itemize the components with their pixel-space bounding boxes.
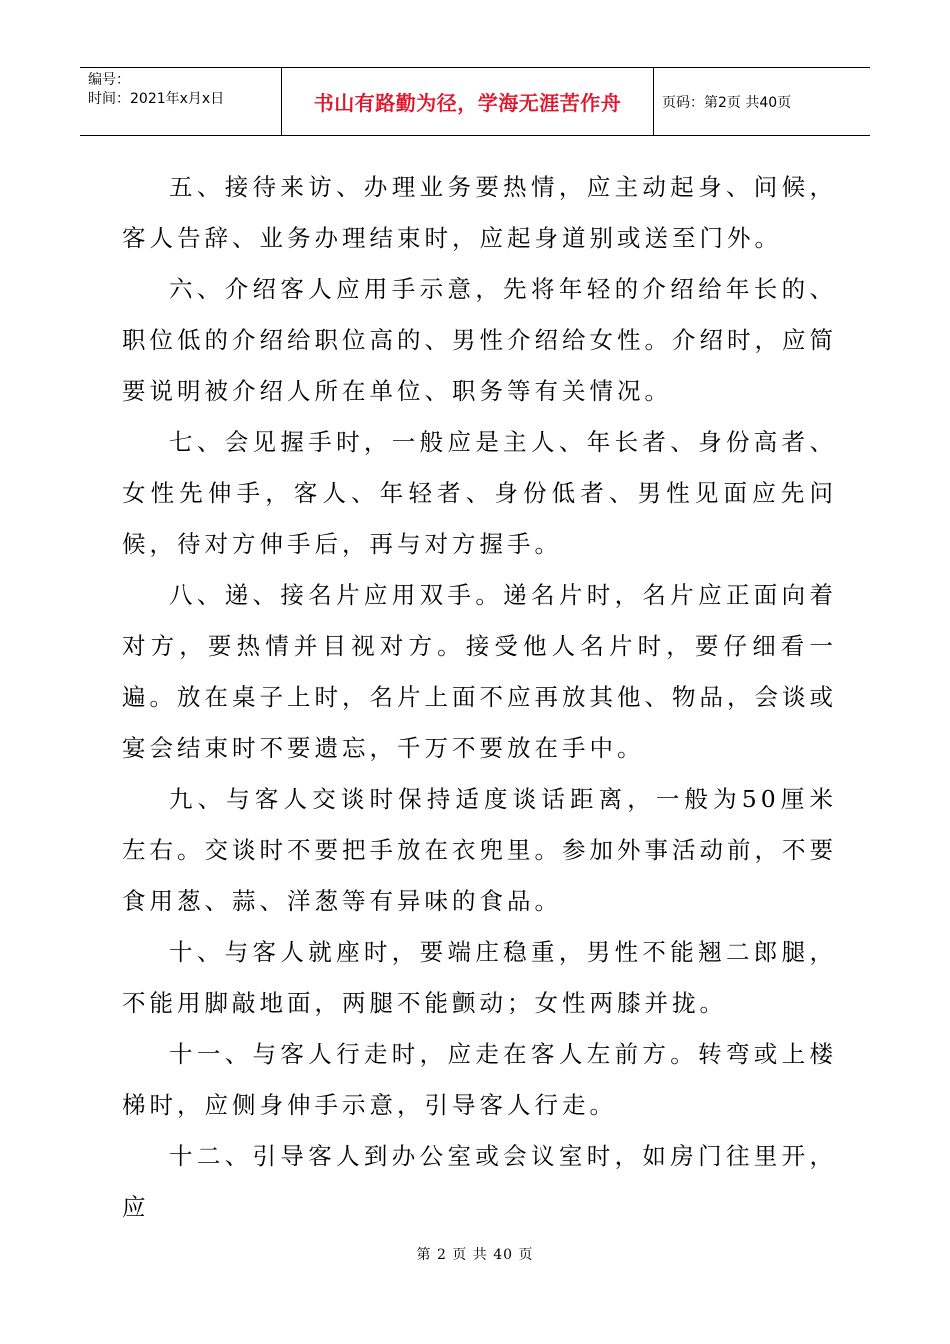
paragraph: 八、递、接名片应用双手。递名片时，名片应正面向着对方，要热情并目视对方。接受他人名片时，要仔细看一遍。放在桌子上时，名片上面不应再放其他、物品，会谈或宴会结束时不要遗忘，千万不要放在手中。 xyxy=(122,581,837,762)
header-motto: 书山有路勤为径，学海无涯苦作舟 xyxy=(313,91,622,115)
header-meta xyxy=(80,68,282,135)
paragraph: 十、与客人就座时，要端庄稳重，男性不能翘二郎腿，不能用脚敲地面，两腿不能颤动；女性两膝并拢。 xyxy=(122,938,837,1017)
document-body xyxy=(122,162,837,1233)
header-motto-cell xyxy=(282,68,654,135)
header-page-code: 页码：第2页 共40页 xyxy=(662,94,792,111)
paragraph: 五、接待来访、办理业务要热情，应主动起身、问候，客人告辞、业务办理结束时，应起身道别或送至门外。 xyxy=(122,173,837,252)
paragraph: 六、介绍客人应用手示意，先将年轻的介绍给年长的、职位低的介绍给职位高的、男性介绍给女性。介绍时，应简要说明被介绍人所在单位、职务等有关情况。 xyxy=(122,275,837,405)
page-footer: 第 2 页 共 40 页 xyxy=(416,1247,534,1263)
document-date: 时间：2021年x月x日 xyxy=(88,91,225,107)
paragraph: 十一、与客人行走时，应走在客人左前方。转弯或上楼梯时，应侧身伸手示意，引导客人行走。 xyxy=(122,1040,837,1119)
page-header xyxy=(80,67,870,136)
document-number-label: 编号： xyxy=(88,72,130,88)
paragraph: 九、与客人交谈时保持适度谈话距离，一般为50厘米左右。交谈时不要把手放在衣兜里。参加外事活动前，不要食用葱、蒜、洋葱等有异味的食品。 xyxy=(122,785,837,915)
paragraph: 七、会见握手时，一般应是主人、年长者、身份高者、女性先伸手，客人、年轻者、身份低者、男性见面应先问候，待对方伸手后，再与对方握手。 xyxy=(122,428,837,558)
header-page-code-cell xyxy=(654,68,870,135)
paragraph: 十二、引导客人到办公室或会议室时，如房门往里开，应 xyxy=(122,1142,837,1221)
